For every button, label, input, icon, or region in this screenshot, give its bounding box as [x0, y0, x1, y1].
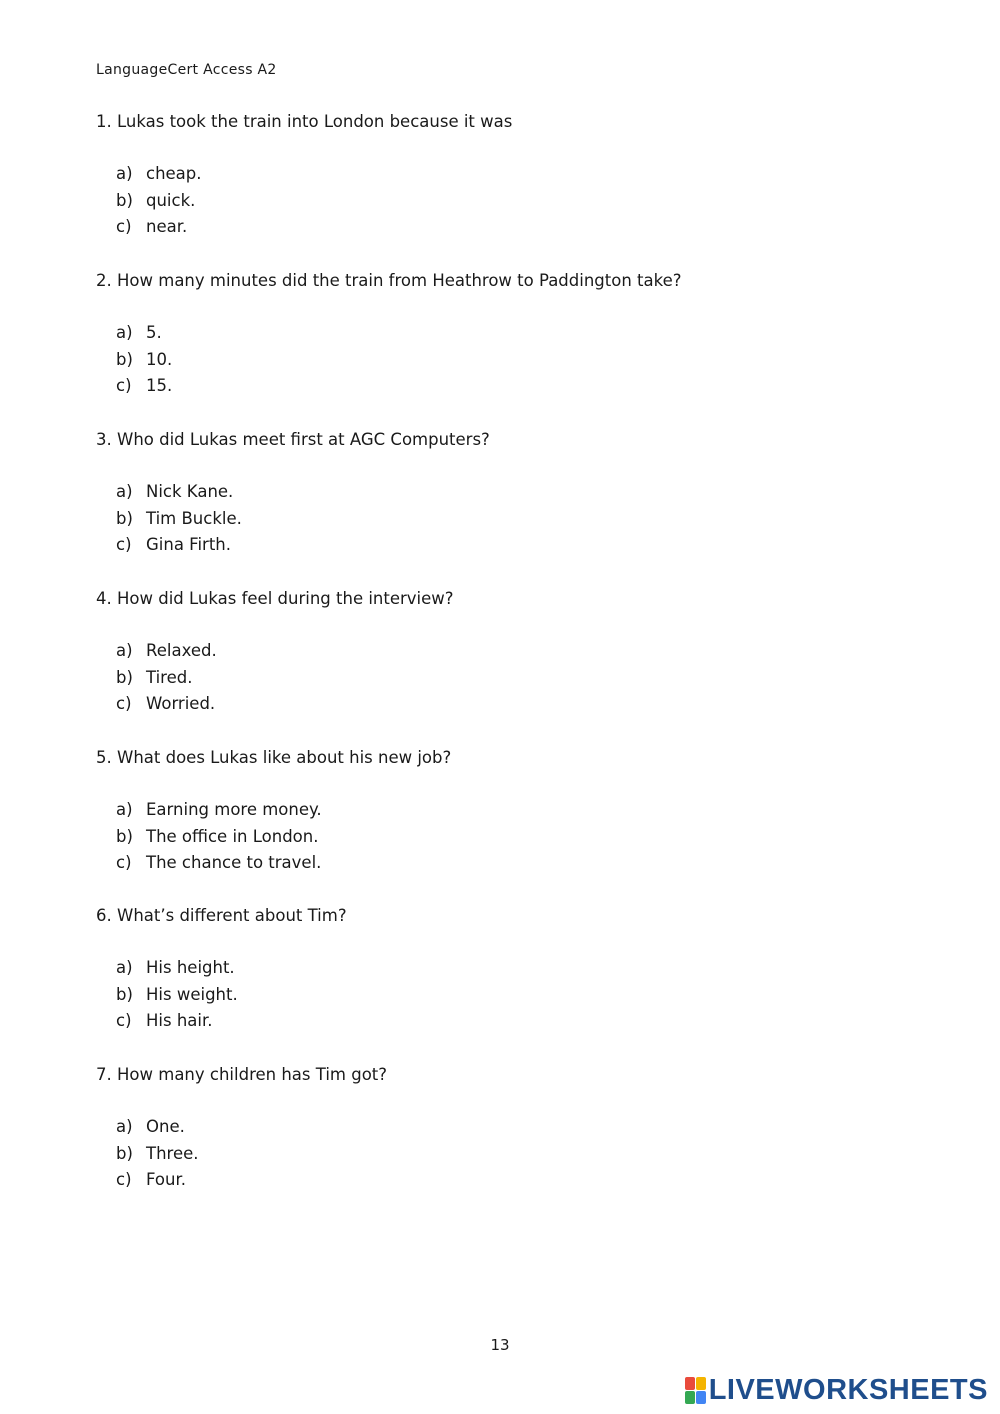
option-letter: b)	[116, 349, 133, 369]
option-letter: c)	[116, 1170, 132, 1189]
option-letter: b)	[116, 984, 133, 1004]
option-a[interactable]	[116, 479, 242, 506]
option-c[interactable]	[116, 691, 217, 718]
question-1	[96, 112, 512, 131]
option-letter: a)	[116, 482, 133, 501]
question-text: How many minutes did the train from Heathrow to Paddington take?	[117, 271, 682, 290]
option-text: One.	[146, 1117, 185, 1136]
question-number: 4.	[96, 589, 112, 608]
option-letter: b)	[116, 190, 133, 210]
option-c[interactable]	[116, 1167, 199, 1194]
option-letter: a)	[116, 1117, 133, 1136]
option-text: quick.	[146, 190, 196, 210]
question-6	[96, 906, 347, 925]
option-b[interactable]	[116, 188, 202, 215]
question-7-options	[116, 1114, 199, 1194]
option-letter: c)	[116, 853, 132, 872]
option-a[interactable]	[116, 1114, 199, 1141]
option-c[interactable]	[116, 214, 202, 241]
option-letter: b)	[116, 1143, 133, 1163]
option-text: Tim Buckle.	[146, 508, 242, 528]
question-2	[96, 271, 682, 290]
question-number: 5.	[96, 748, 112, 767]
question-text: How many children has Tim got?	[117, 1065, 388, 1084]
option-text: His hair.	[146, 1011, 213, 1030]
question-4	[96, 589, 454, 608]
option-b[interactable]	[116, 665, 217, 692]
option-c[interactable]	[116, 850, 322, 877]
option-letter: c)	[116, 694, 132, 713]
liveworksheets-logo-icon	[685, 1377, 705, 1403]
logo-block-green	[685, 1391, 695, 1404]
question-number: 2.	[96, 271, 112, 290]
option-text: Three.	[146, 1143, 199, 1163]
option-text: cheap.	[146, 164, 202, 183]
option-text: His weight.	[146, 984, 238, 1004]
option-text: Gina Firth.	[146, 535, 232, 554]
option-c[interactable]	[116, 532, 242, 559]
option-text: Tired.	[146, 667, 193, 687]
option-letter: a)	[116, 641, 133, 660]
option-letter: b)	[116, 667, 133, 687]
option-text: 15.	[146, 376, 173, 395]
option-b[interactable]	[116, 982, 238, 1009]
question-text: Who did Lukas meet first at AGC Computers?	[117, 430, 490, 449]
option-text: 10.	[146, 349, 173, 369]
option-text: Earning more money.	[146, 800, 322, 819]
liveworksheets-brand[interactable]	[685, 1373, 988, 1407]
option-a[interactable]	[116, 320, 172, 347]
option-a[interactable]	[116, 161, 202, 188]
question-text: What does Lukas like about his new job?	[117, 748, 452, 767]
question-3	[96, 430, 490, 449]
question-text: Lukas took the train into London because it was	[117, 112, 513, 131]
option-letter: c)	[116, 1011, 132, 1030]
logo-block-yellow	[696, 1377, 706, 1390]
option-c[interactable]	[116, 1008, 238, 1035]
option-text: The chance to travel.	[146, 853, 322, 872]
option-text: Four.	[146, 1170, 186, 1189]
option-c[interactable]	[116, 373, 172, 400]
option-text: Worried.	[146, 694, 216, 713]
brand-name: LIVEWORKSHEETS	[708, 1373, 988, 1406]
option-letter: a)	[116, 800, 133, 819]
question-1-options	[116, 161, 202, 241]
logo-block-red	[685, 1377, 695, 1390]
question-text: How did Lukas feel during the interview?	[117, 589, 454, 608]
document-header: LanguageCert Access A2	[96, 62, 277, 78]
option-letter: a)	[116, 323, 133, 342]
option-a[interactable]	[116, 955, 238, 982]
option-letter: b)	[116, 508, 133, 528]
question-4-options	[116, 638, 217, 718]
option-text: Relaxed.	[146, 641, 217, 660]
option-b[interactable]	[116, 824, 322, 851]
option-a[interactable]	[116, 638, 217, 665]
question-5	[96, 748, 451, 767]
question-7	[96, 1065, 387, 1084]
option-text: Nick Kane.	[146, 482, 234, 501]
option-text: 5.	[146, 323, 162, 342]
option-text: The office in London.	[146, 826, 319, 846]
option-b[interactable]	[116, 347, 172, 374]
option-b[interactable]	[116, 506, 242, 533]
option-letter: a)	[116, 958, 133, 977]
option-letter: c)	[116, 376, 132, 395]
option-text: His height.	[146, 958, 235, 977]
question-2-options	[116, 320, 172, 400]
question-number: 6.	[96, 906, 112, 925]
question-text: What’s different about Tim?	[117, 906, 347, 925]
question-number: 1.	[96, 112, 112, 131]
option-letter: c)	[116, 535, 132, 554]
option-a[interactable]	[116, 797, 322, 824]
page-number: 13	[490, 1336, 510, 1354]
question-5-options	[116, 797, 322, 877]
question-6-options	[116, 955, 238, 1035]
question-3-options	[116, 479, 242, 559]
option-letter: b)	[116, 826, 133, 846]
option-letter: c)	[116, 217, 132, 236]
option-text: near.	[146, 217, 188, 236]
question-number: 7.	[96, 1065, 112, 1084]
question-number: 3.	[96, 430, 112, 449]
option-letter: a)	[116, 164, 133, 183]
logo-block-blue	[696, 1391, 706, 1404]
option-b[interactable]	[116, 1141, 199, 1168]
